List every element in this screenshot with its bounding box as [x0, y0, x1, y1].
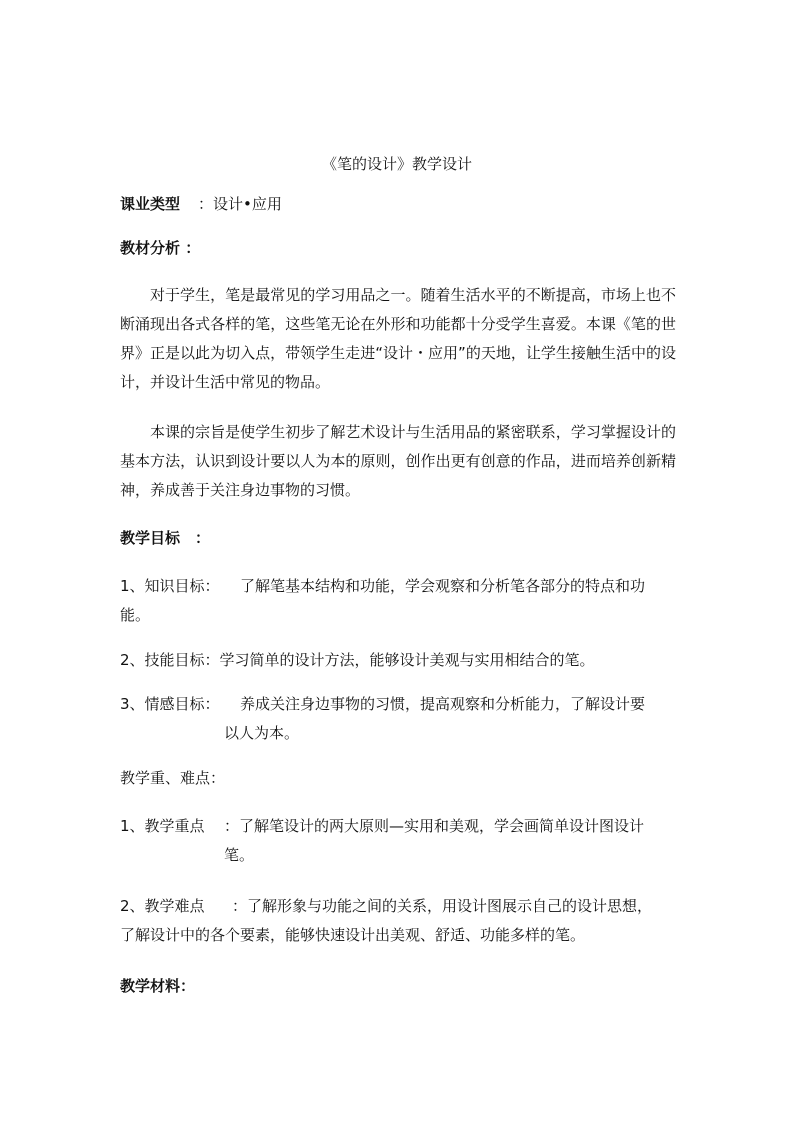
course-type-row	[120, 194, 282, 214]
goal-3-continuation: 以人为本。	[224, 724, 300, 742]
key-point-2-continuation: 了解设计中的各个要素，能够快速设计出美观、舒适、功能多样的笔。	[120, 926, 586, 944]
material-analysis-heading: 教材分析 ：	[120, 239, 201, 257]
course-type-label: 课业类型	[120, 195, 181, 213]
key-points-heading: 教学重、难点：	[120, 769, 226, 787]
goal-1-continuation: 能。	[120, 606, 151, 624]
goal-3-text: 养成关注身边事物的习惯，提高观察和分析能力，了解设计要	[240, 695, 646, 713]
paragraph-2: 本课的宗旨是使学生初步了解艺术设计与生活用品的紧密联系，学习掌握设计的基本方法，认识到设计要以人为本的原则，创作出更有创意的作品，进而培养创新精神，养成善于关注身边事物的习惯。	[120, 423, 676, 499]
key-point-1-prefix: 1、教学重点	[120, 817, 205, 835]
goal-1-prefix: 1、知识目标：	[120, 577, 220, 595]
key-point-1-text: ：了解笔设计的两大原则—实用和美观，学会画简单设计图设计	[224, 817, 645, 835]
teaching-goals-heading: 教学目标 ：	[120, 529, 211, 547]
goal-3-prefix: 3、情感目标：	[120, 695, 220, 713]
goal-1-text: 了解笔基本结构和功能，学会观察和分析笔各部分的特点和功	[240, 577, 646, 595]
key-point-2-text: ：了解形象与功能之间的关系，用设计图展示自己的设计思想，	[232, 897, 653, 915]
key-point-1-continuation: 笔。	[224, 846, 255, 864]
document-title: 《笔的设计》教学设计	[321, 155, 472, 173]
teaching-materials-heading: 教学材料：	[120, 977, 196, 995]
key-point-2-prefix: 2、教学难点	[120, 897, 205, 915]
paragraph-1: 对于学生，笔是最常见的学习用品之一。随着生活水平的不断提高，市场上也不断涌现出各式各样的笔，这些笔无论在外形和功能都十分受学生喜爱。本课《笔的世界》正是以此为切入点，带领学生走进“设计・应用”的天地，让学生接触生活中的设计，并设计生活中常见的物品。	[120, 286, 676, 391]
course-type-value: ：设计•应用	[198, 195, 282, 213]
goal-2: 2、技能目标：学习简单的设计方法，能够设计美观与实用相结合的笔。	[120, 651, 595, 669]
